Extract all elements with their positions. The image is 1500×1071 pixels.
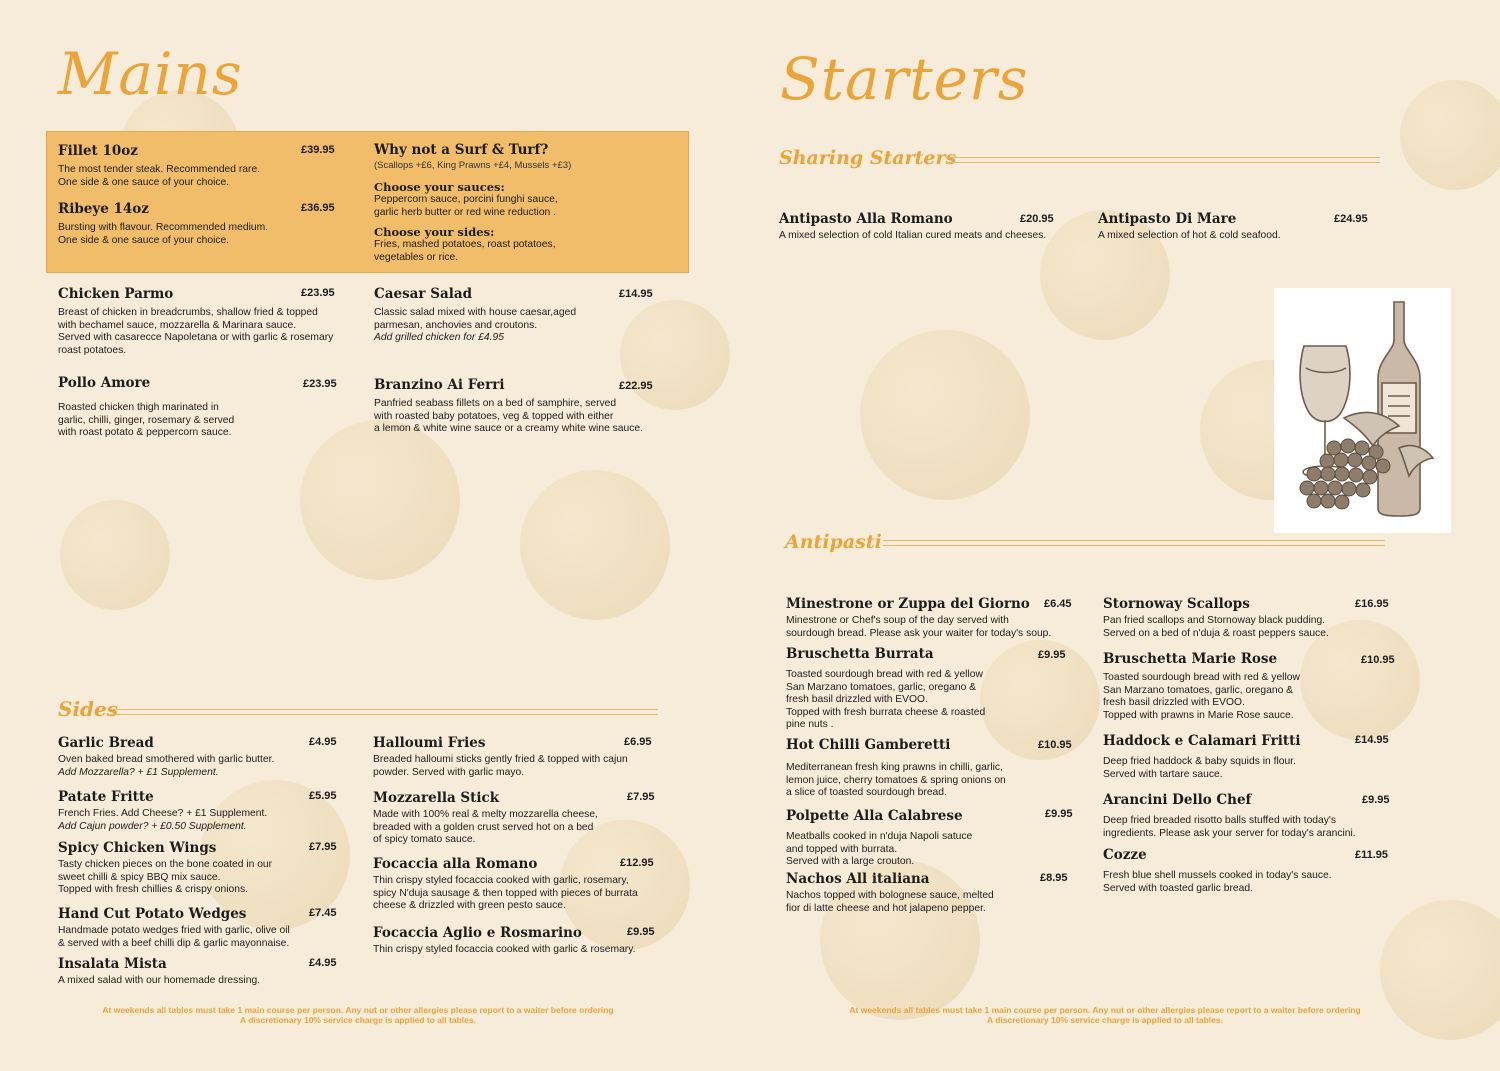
menu-item: [779, 210, 1059, 243]
grape-blob: [520, 470, 670, 620]
sides-title: Choose your sides:: [374, 225, 495, 240]
item-name: Mozzarella Stick: [373, 790, 500, 806]
item-name: Halloumi Fries: [373, 735, 486, 751]
item-name: Antipasto Alla Romano: [779, 211, 953, 227]
item-price: £20.95: [1020, 213, 1054, 225]
sharing-divider: [946, 157, 1380, 163]
menu-item: [1103, 732, 1393, 781]
item-name: Cozze: [1103, 847, 1147, 863]
menu-item: [786, 595, 1076, 640]
item-price: £7.45: [309, 907, 337, 919]
wine-illustration: [1274, 288, 1451, 533]
menu-item: [1098, 210, 1378, 243]
menu-item: [373, 924, 665, 957]
item-name: Hot Chilli Gamberetti: [786, 737, 951, 753]
footer-note-left: At weekends all tables must take 1 main course per person. Any nut or other allergies please report to a waiter before ordering A discretionary 10% service charge is applied to all tables.: [102, 1005, 614, 1025]
item-desc: Toasted sourdough bread with red & yellow San Marzano tomatoes, garlic, oregano & fresh basil drizzled with EVOO. Topped with prawns in Marie Rose sauce.: [1103, 672, 1300, 721]
item-name: Minestrone or Zuppa del Giorno: [786, 596, 1030, 612]
antipasti-divider: [883, 540, 1385, 546]
item-desc: Meatballs cooked in n'duja Napoli satuce and topped with burrata. Served with a large crouton.: [786, 831, 973, 868]
item-price: £22.95: [619, 380, 653, 392]
item-price: £24.95: [1334, 213, 1368, 225]
surf-and-turf: [374, 142, 674, 264]
item-price: £5.95: [309, 790, 337, 802]
item-price: £9.95: [1045, 808, 1073, 820]
item-desc: Toasted sourdough bread with red & yellow San Marzano tomatoes, garlic, oregano & fresh basil drizzled with EVOO. Topped with fresh burrata cheese & roasted pine nuts .: [786, 669, 986, 731]
item-desc: Thin crispy styled focaccia cooked with garlic, rosemary, spicy N'duja sausage & then topped with pieces of burrata cheese & drizzled with green pesto sauce.: [373, 875, 638, 912]
sides-title: Sides: [58, 697, 119, 721]
item-name: Arancini Dello Chef: [1103, 792, 1252, 808]
item-price: £16.95: [1355, 598, 1389, 610]
menu-item: [58, 142, 343, 189]
item-name: Chicken Parmo: [58, 286, 174, 302]
item-desc: Bursting with flavour. Recommended medium. One side & one sauce of your choice.: [58, 222, 269, 246]
item-price: £11.95: [1355, 849, 1389, 861]
sauces-title: Choose your sauces:: [374, 180, 505, 194]
item-price: £9.95: [627, 926, 655, 938]
menu-item: [373, 855, 665, 913]
surf-title: Why not a Surf & Turf?: [374, 142, 549, 158]
item-price: £23.95: [303, 378, 337, 390]
item-price: £9.95: [1362, 794, 1390, 806]
item-name: Patate Fritte: [58, 789, 154, 805]
item-desc: Breaded halloumi sticks gently fried & topped with cajun powder. Served with garlic mayo.: [373, 754, 628, 778]
item-name: Hand Cut Potato Wedges: [58, 906, 247, 922]
menu-item: [58, 788, 340, 833]
item-price: £12.95: [620, 857, 654, 869]
item-desc: Nachos topped with bolognese sauce, melted fior di latte cheese and hot jalapeno pepper.: [786, 890, 994, 914]
antipasti-title: Antipasti: [785, 531, 882, 553]
item-desc: Made with 100% real & melty mozzarella cheese, breaded with a golden crust served hot on a bed of spicy tomato sauce.: [373, 809, 598, 846]
item-price: £4.95: [309, 957, 337, 969]
item-price: £14.95: [619, 288, 653, 300]
item-name: Branzino Ai Ferri: [374, 377, 505, 393]
item-name: Haddock e Calamari Fritti: [1103, 733, 1301, 749]
item-desc: Mediterranean fresh king prawns in chilli, garlic, lemon juice, cherry tomatoes & spring onions on a slice of toasted sourdough bread.: [786, 762, 1006, 799]
item-desc: Pan fried scallops and Stornoway black pudding. Served on a bed of n'duja & roast peppers sauce.: [1103, 615, 1329, 639]
item-desc: Thin crispy styled focaccia cooked with garlic & rosemary.: [373, 944, 636, 955]
menu-item: [786, 870, 1076, 915]
item-desc: Handmade potato wedges fried with garlic, olive oil & served with a beef chilli dip & garlic mayonnaise.: [58, 925, 290, 949]
item-desc: A mixed selection of cold Italian cured meats and cheeses.: [779, 230, 1047, 241]
item-name: Garlic Bread: [58, 735, 154, 751]
item-desc: Deep fried haddock & baby squids in flour. Served with tartare sauce.: [1103, 756, 1296, 780]
item-name: Antipasto Di Mare: [1098, 211, 1237, 227]
item-name: Caesar Salad: [374, 286, 473, 302]
item-price: £7.95: [627, 791, 655, 803]
item-price: £36.95: [301, 202, 335, 214]
item-desc: French Fries. Add Cheese? + £1 Supplement. Add Cajun powder? + £0.50 Supplement.: [58, 808, 268, 832]
menu-item: [58, 734, 340, 779]
menu-item: [786, 807, 1076, 869]
item-price: £10.95: [1361, 654, 1395, 666]
item-name: Pollo Amore: [58, 375, 151, 391]
menu-item: [374, 376, 674, 436]
item-desc: A mixed salad with our homemade dressing.: [58, 975, 261, 986]
item-name: Bruschetta Marie Rose: [1103, 651, 1278, 667]
item-price: £39.95: [301, 144, 335, 156]
menu-item: [58, 374, 353, 440]
sauces-list: Peppercorn sauce, porcini funghi sauce, garlic herb butter or red wine reduction .: [374, 194, 558, 218]
item-desc: Deep fried breaded risotto balls stuffed with today's ingredients. Please ask your server for today's arancini.: [1103, 815, 1356, 839]
footer-note-right: At weekends all tables must take 1 main course per person. Any nut or other allergies please report to a waiter before ordering A discretionary 10% service charge is applied to all tables.: [849, 1005, 1361, 1025]
menu-item: [1103, 650, 1393, 722]
item-desc: Roasted chicken thigh marinated in garlic, chilli, ginger, rosemary & served with roast potato & peppercorn sauce.: [58, 402, 235, 439]
item-desc: Panfried seabass fillets on a bed of samphire, served with roasted baby potatoes, veg & topped with either a lemon & white wine sauce or a creamy white wine sauce.: [374, 398, 643, 435]
grape-blob: [60, 500, 170, 610]
sharing-starters-title: Sharing Starters: [779, 147, 957, 169]
menu-item: [373, 734, 665, 779]
item-desc: Classic salad mixed with house caesar,aged parmesan, anchovies and croutons. Add grilled chicken for £4.95: [374, 307, 577, 344]
item-name: Ribeye 14oz: [58, 201, 149, 217]
sides-list: Fries, mashed potatoes, roast potatoes, vegetables or rice.: [374, 239, 556, 263]
item-name: Focaccia Aglio e Rosmarino: [373, 925, 582, 941]
menu-item: [373, 789, 665, 847]
item-name: Polpette Alla Calabrese: [786, 808, 963, 824]
item-name: Fillet 10oz: [58, 143, 138, 159]
grape-blob: [1400, 80, 1500, 190]
menu-item: [374, 285, 664, 345]
menu-item: [58, 905, 340, 950]
item-desc: Fresh blue shell mussels cooked in today's sauce. Served with toasted garlic bread.: [1103, 870, 1332, 894]
sides-divider: [110, 709, 658, 715]
mains-title: Mains: [58, 40, 243, 108]
wine-bottle-glass-grapes-icon: [1274, 288, 1451, 533]
item-desc: A mixed selection of hot & cold seafood.: [1098, 230, 1281, 241]
menu-item: [58, 285, 353, 357]
item-price: £6.45: [1044, 598, 1072, 610]
item-desc: Tasty chicken pieces on the bone coated in our sweet chilli & spicy BBQ mix sauce. Topped with fresh chillies & crispy onions.: [58, 859, 273, 896]
item-price: £10.95: [1038, 739, 1072, 751]
menu-item: [58, 200, 343, 247]
item-name: Bruschetta Burrata: [786, 646, 934, 662]
starters-title: Starters: [780, 45, 1029, 113]
menu-item: [1103, 846, 1393, 895]
grape-blob: [300, 420, 460, 580]
item-desc: Oven baked bread smothered with garlic butter. Add Mozzarella? + £1 Supplement.: [58, 754, 275, 778]
menu-item: [1103, 791, 1393, 840]
item-price: £4.95: [309, 736, 337, 748]
menu-item: [786, 645, 1076, 732]
item-price: £23.95: [301, 287, 335, 299]
item-desc: The most tender steak. Recommended rare. One side & one sauce of your choice.: [58, 164, 261, 188]
surf-note: (Scallops +£6, King Prawns +£4, Mussels +£3): [374, 160, 572, 171]
grape-blob: [860, 330, 1030, 500]
item-price: £7.95: [309, 841, 337, 853]
menu-item: [786, 736, 1076, 800]
item-price: £8.95: [1040, 872, 1068, 884]
menu-item: [58, 839, 340, 897]
item-name: Focaccia alla Romano: [373, 856, 538, 872]
menu-item: [1103, 595, 1393, 640]
item-name: Insalata Mista: [58, 956, 167, 972]
item-desc: Breast of chicken in breadcrumbs, shallow fried & topped with bechamel sauce, mozzarella & Marinara sauce. Served with casarecce Napoletana or with garlic & rosemary roast potatoes.: [58, 307, 334, 356]
item-price: £14.95: [1355, 734, 1389, 746]
item-price: £9.95: [1038, 649, 1066, 661]
item-desc: Minestrone or Chef's soup of the day served with sourdough bread. Please ask your waiter for today's soup.: [786, 615, 1052, 639]
item-name: Spicy Chicken Wings: [58, 840, 217, 856]
item-name: Nachos All italiana: [786, 871, 930, 887]
item-name: Stornoway Scallops: [1103, 596, 1250, 612]
menu-item: [58, 955, 340, 988]
item-price: £6.95: [624, 736, 652, 748]
